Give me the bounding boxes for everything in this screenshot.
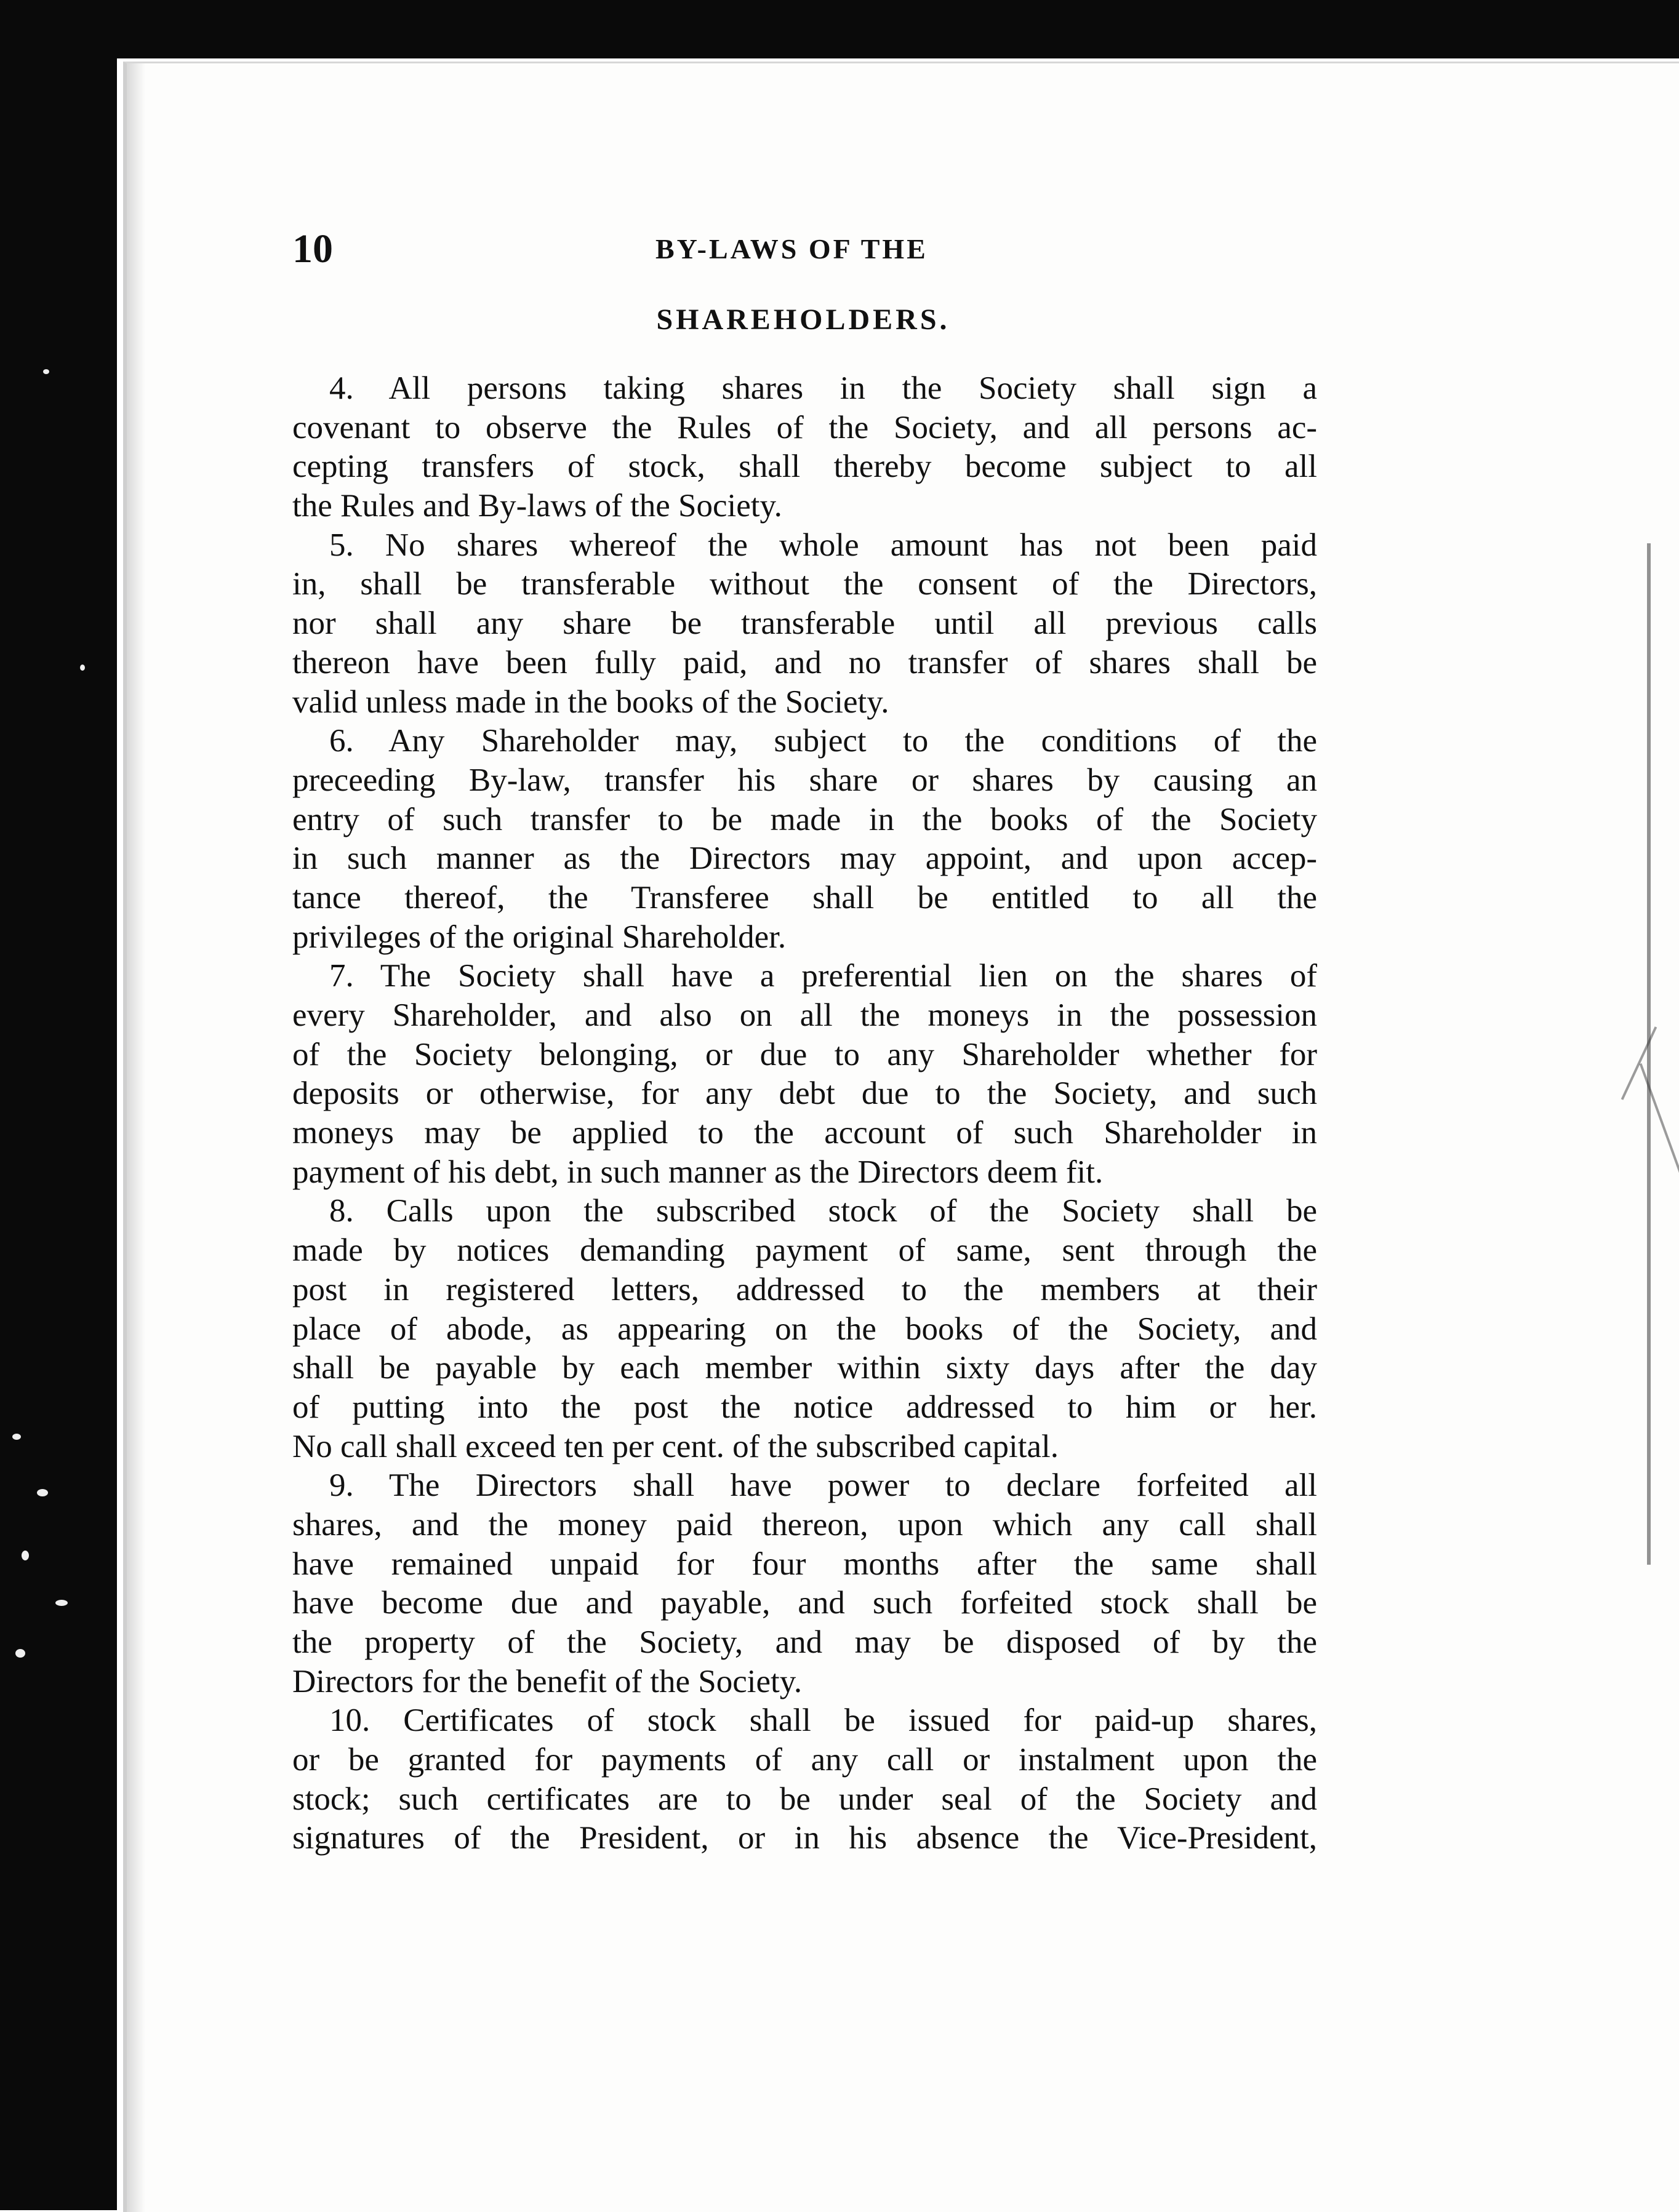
binding-thread <box>1640 1063 1679 1174</box>
text-line: 7. The Society shall have a preferential lien on the shares of <box>329 958 1317 994</box>
scan-border-left <box>0 0 117 2210</box>
text-line: 9. The Directors shall have power to declare forfeited all <box>329 1467 1317 1504</box>
scan-speck <box>55 1600 68 1606</box>
text-line: 5. No shares whereof the whole amount has not been paid <box>329 527 1317 563</box>
text-line: have remained unpaid for four months after the same shall <box>292 1546 1317 1582</box>
text-line: moneys may be applied to the account of such Shareholder in <box>292 1115 1317 1151</box>
text-line: tance thereof, the Transferee shall be entitled to all the <box>292 879 1317 916</box>
text-line: payment of his debt, in such manner as the Directors deem fit. <box>292 1154 1104 1190</box>
section-title: SHAREHOLDERS. <box>656 303 950 336</box>
text-line: or be granted for payments of any call or instalment upon the <box>292 1742 1317 1778</box>
text-line: every Shareholder, and also on all the moneys in the possession <box>292 997 1317 1033</box>
text-line: made by notices demanding payment of same, sent through the <box>292 1232 1317 1269</box>
text-line: privileges of the original Shareholder. <box>292 919 787 955</box>
text-line: nor shall any share be transferable until all previous calls <box>292 605 1317 642</box>
text-line: the property of the Society, and may be disposed of by the <box>292 1624 1317 1660</box>
page-number: 10 <box>292 226 333 271</box>
text-line: signatures of the President, or in his absence the Vice-President, <box>292 1820 1317 1856</box>
scan-speck <box>22 1551 29 1560</box>
text-line: post in registered letters, addressed to the members at their <box>292 1271 1317 1308</box>
text-line: shall be payable by each member within sixty days after the day <box>292 1350 1317 1386</box>
text-line: in such manner as the Directors may appoint, and upon accep- <box>292 840 1317 877</box>
text-line: covenant to observe the Rules of the Society, and all persons ac- <box>292 409 1317 445</box>
text-line: in, shall be transferable without the consent of the Directors, <box>292 566 1317 602</box>
page-edge-shadow <box>127 63 145 2212</box>
text-line: 6. Any Shareholder may, subject to the conditions of the <box>329 723 1317 759</box>
page-header <box>292 222 1308 277</box>
body-text <box>292 369 1317 1858</box>
text-line: thereon have been fully paid, and no transfer of shares shall be <box>292 644 1317 681</box>
scan-speck <box>80 665 85 671</box>
text-line: Directors for the benefit of the Society. <box>292 1663 803 1699</box>
text-line: place of abode, as appearing on the books of the Society, and <box>292 1311 1317 1347</box>
text-line: the Rules and By-laws of the Society. <box>292 488 782 524</box>
scan-speck <box>37 1489 48 1496</box>
text-line: of putting into the post the notice addressed to him or her. <box>292 1389 1317 1425</box>
binding-stitch <box>1647 543 1651 1565</box>
text-line: deposits or otherwise, for any debt due to the Society, and such <box>292 1076 1317 1112</box>
text-line: of the Society belonging, or due to any Shareholder whether for <box>292 1036 1317 1072</box>
text-line: 8. Calls upon the subscribed stock of the Society shall be <box>329 1193 1317 1229</box>
text-line: preceeding By-law, transfer his share or shares by causing an <box>292 762 1317 798</box>
text-line: entry of such transfer to be made in the books of the Society <box>292 801 1317 837</box>
text-line: stock; such certificates are to be under seal of the Society and <box>292 1781 1317 1817</box>
scan-speck <box>43 369 49 374</box>
text-line: 10. Certificates of stock shall be issued for paid-up shares, <box>329 1703 1317 1739</box>
scan-speck <box>12 1434 21 1440</box>
running-head: BY-LAWS OF THE <box>655 233 928 265</box>
binding-thread <box>1621 1026 1657 1100</box>
text-line: No call shall exceed ten per cent. of the subscribed capital. <box>292 1428 1059 1464</box>
text-line: valid unless made in the books of the Society. <box>292 684 889 720</box>
scan-border-top <box>0 0 1679 58</box>
text-line: have become due and payable, and such forfeited stock shall be <box>292 1585 1317 1621</box>
text-line: cepting transfers of stock, shall thereby become subject to all <box>292 449 1317 485</box>
text-line: shares, and the money paid thereon, upon which any call shall <box>292 1506 1317 1543</box>
text-line: 4. All persons taking shares in the Society shall sign a <box>329 370 1317 406</box>
scan-speck <box>15 1649 25 1658</box>
